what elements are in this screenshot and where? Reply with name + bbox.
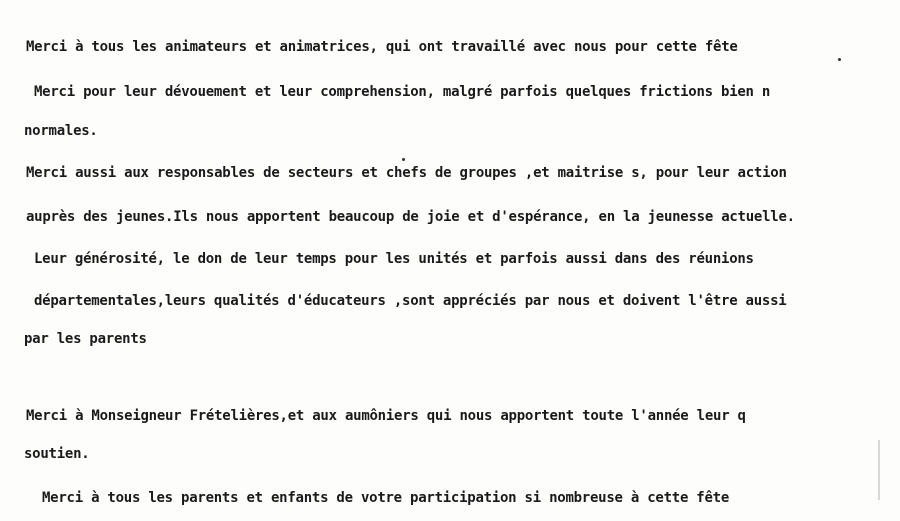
- text-line: auprès des jeunes.Ils nous apportent beaucoup de joie et d'espérance, en la jeunesse actuelle.: [26, 209, 795, 225]
- text-line: Merci aussi aux responsables de secteurs et chefs de groupes ,et maitrise s, pour leur action: [26, 165, 787, 181]
- page-edge-mark: [878, 440, 880, 500]
- text-line: Leur générosité, le don de leur temps pour les unités et parfois aussi dans des réunions: [34, 251, 754, 267]
- text-line: départementales,leurs qualités d'éducateurs ,sont appréciés par nous et doivent l'être aussi: [34, 293, 787, 309]
- text-line: normales.: [24, 123, 98, 139]
- text-line: Merci pour leur dévouement et leur comprehension, malgré parfois quelques frictions bien n: [34, 84, 771, 100]
- text-line: Merci à tous les parents et enfants de votre participation si nombreuse à cette fête: [42, 490, 730, 506]
- text-line: soutien.: [24, 446, 90, 462]
- text-line: Merci à tous les animateurs et animatrices, qui ont travaillé avec nous pour cette fête: [26, 39, 738, 55]
- ink-speck: [402, 158, 405, 161]
- text-line: Merci à Monseigneur Frételières,et aux aumôniers qui nous apportent toute l'année leur q: [26, 408, 746, 424]
- ink-speck: [838, 58, 841, 61]
- text-line: par les parents: [24, 331, 147, 347]
